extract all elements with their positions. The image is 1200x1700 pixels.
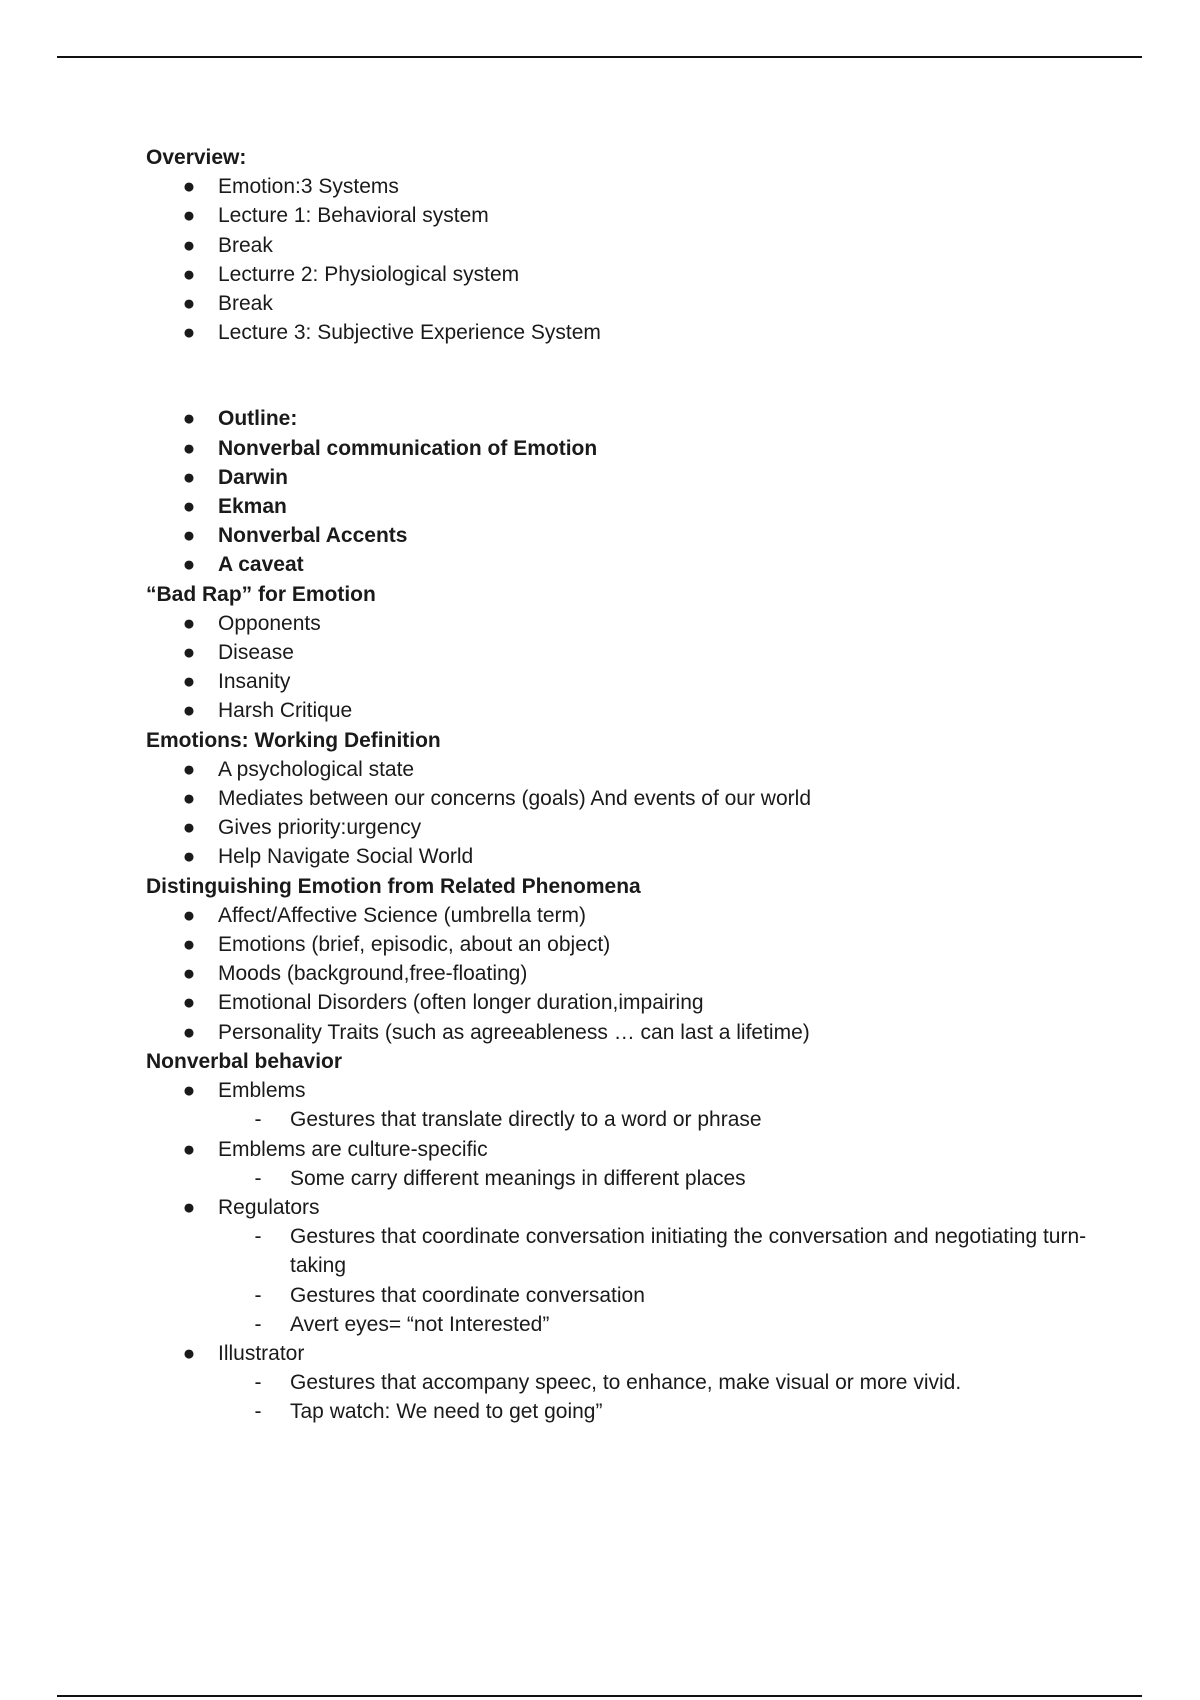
sub-list [218,1368,1106,1426]
nonverbal-heading: Nonverbal behavior [146,1049,343,1073]
list-item: ● Affect/Affective Science (umbrella term) [146,901,1106,930]
bullet-icon: ● [182,611,196,635]
section-spacer [146,347,1106,404]
list-item: ● Lecture 3: Subjective Experience System [146,318,1106,347]
bullet-icon: ● [182,524,196,548]
working-definition-list [146,755,1106,872]
sub-list-item: - Gestures that accompany speec, to enhance, make visual or more vivid. [218,1368,1106,1397]
sub-list-item: - Avert eyes= “not Interested” [218,1310,1106,1339]
sub-list-item: - Tap watch: We need to get going” [218,1397,1106,1426]
list-item: ● Gives priority:urgency [146,813,1106,842]
bullet-icon: ● [182,845,196,869]
list-item: ● Regulators - Gestures that coordinate conversation initiating the conversation and negotiating turn- taking - Gestures that coordinate conversation - Avert eyes= “not Interested” [146,1193,1106,1339]
nonverbal-list [146,1076,1106,1426]
dash-icon: - [254,1400,262,1424]
list-item: ● Mediates between our concerns (goals) And events of our world [146,784,1106,813]
top-divider [57,56,1142,58]
bullet-icon: ● [182,757,196,781]
bullet-icon: ● [182,962,196,986]
list-item: ● Disease [146,638,1106,667]
list-item: ● Emotions (brief, episodic, about an object) [146,930,1106,959]
bullet-icon: ● [182,407,196,431]
bullet-icon: ● [182,553,196,577]
list-item: ● Darwin [146,463,1106,492]
bullet-icon: ● [182,1195,196,1219]
list-item: ● Lecturre 2: Physiological system [146,260,1106,289]
list-item: ● Ekman [146,492,1106,521]
list-item: ● A psychological state [146,755,1106,784]
bullet-icon: ● [182,1079,196,1103]
distinguishing-heading: Distinguishing Emotion from Related Phenomena [146,874,641,898]
list-item: ● Opponents [146,609,1106,638]
bad-rap-heading: “Bad Rap” for Emotion [146,582,376,606]
list-item: ● Help Navigate Social World [146,842,1106,871]
list-item: ● Nonverbal communication of Emotion [146,434,1106,463]
bullet-icon: ● [182,1137,196,1161]
bullet-icon: ● [182,321,196,345]
list-item: ● Emblems - Gestures that translate directly to a word or phrase [146,1076,1106,1134]
bullet-icon: ● [182,436,196,460]
dash-icon: - [254,1371,262,1395]
bullet-icon: ● [182,175,196,199]
bullet-icon: ● [182,699,196,723]
list-item: ● Insanity [146,667,1106,696]
bullet-icon: ● [182,233,196,257]
bullet-icon: ● [182,903,196,927]
list-item: ● Break [146,231,1106,260]
list-item: ● Illustrator - Gestures that accompany speec, to enhance, make visual or more vivid. - Tap watch: We need to get going” [146,1339,1106,1427]
sub-list-item: - Some carry different meanings in different places [218,1164,1106,1193]
list-item: ● Break [146,289,1106,318]
sub-list-item: - Gestures that coordinate conversation initiating the conversation and negotiating turn- taking [218,1222,1106,1280]
bullet-icon: ● [182,262,196,286]
list-item: ● Lecture 1: Behavioral system [146,201,1106,230]
list-item: ● Moods (background,free-floating) [146,959,1106,988]
bullet-icon: ● [182,933,196,957]
sub-list-item: - Gestures that coordinate conversation [218,1281,1106,1310]
dash-icon: - [254,1225,262,1249]
bullet-icon: ● [182,641,196,665]
overview-list [146,172,1106,347]
bullet-icon: ● [182,787,196,811]
bullet-icon: ● [182,1341,196,1365]
bad-rap-list [146,609,1106,726]
list-item: ● Emblems are culture-specific - Some carry different meanings in different places [146,1135,1106,1193]
list-item: ● Emotional Disorders (often longer duration,impairing [146,988,1106,1017]
dash-icon: - [254,1108,262,1132]
bullet-icon: ● [182,991,196,1015]
dash-icon: - [254,1312,262,1336]
working-definition-heading: Emotions: Working Definition [146,728,441,752]
bullet-icon: ● [182,816,196,840]
overview-heading: Overview: [146,146,247,169]
list-item: ● A caveat [146,550,1106,579]
list-item: ● Outline: [146,404,1106,433]
sub-list [218,1105,1106,1134]
dash-icon: - [254,1166,262,1190]
list-item: ● Emotion:3 Systems [146,172,1106,201]
bullet-icon: ● [182,670,196,694]
sub-list [218,1222,1106,1339]
distinguishing-list [146,901,1106,1047]
bullet-icon: ● [182,204,196,228]
bullet-icon: ● [182,495,196,519]
document-body [146,143,1106,1427]
bullet-icon: ● [182,465,196,489]
list-item: ● Nonverbal Accents [146,521,1106,550]
outline-list [146,404,1106,579]
dash-icon: - [254,1283,262,1307]
bottom-divider [57,1695,1142,1697]
bullet-icon: ● [182,1020,196,1044]
sub-list [218,1164,1106,1193]
bullet-icon: ● [182,292,196,316]
sub-list-item: - Gestures that translate directly to a word or phrase [218,1105,1106,1134]
list-item: ● Personality Traits (such as agreeableness … can last a lifetime) [146,1018,1106,1047]
list-item: ● Harsh Critique [146,696,1106,725]
